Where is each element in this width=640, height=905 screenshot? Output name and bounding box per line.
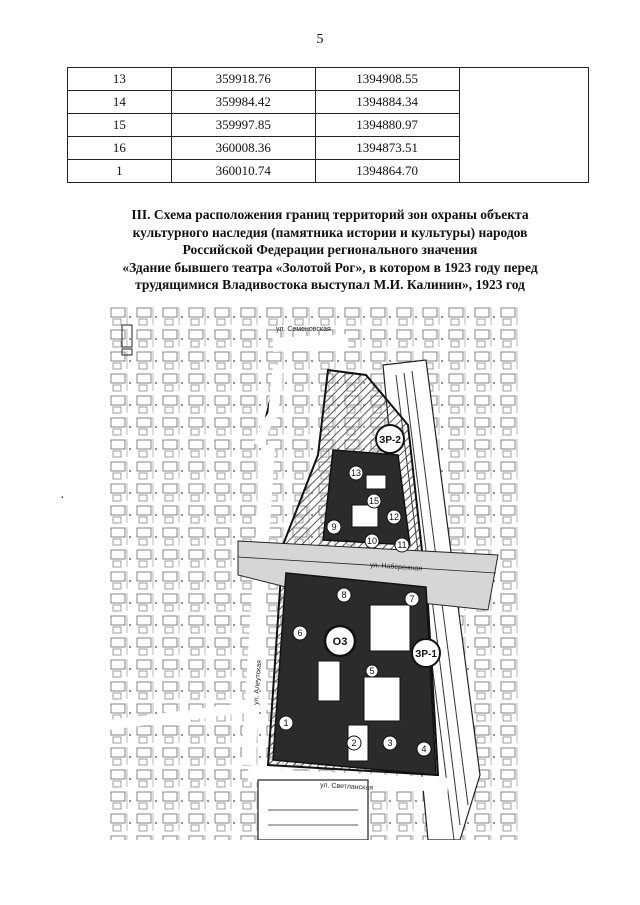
street-label-aleutskaya: ул. Алеутская <box>253 659 264 706</box>
zone-zr1-label <box>412 639 440 667</box>
parcel-12 <box>387 510 401 524</box>
coord-y: 1394864.70 <box>315 160 459 183</box>
coord-x: 360008.36 <box>171 137 315 160</box>
title-line: трудящимися Владивостока выступал М.И. Калинин», 1923 год <box>135 277 525 292</box>
parcel-11 <box>395 538 409 552</box>
point-number: 13 <box>68 68 172 91</box>
coord-x: 359984.42 <box>171 91 315 114</box>
zone-label: О3 <box>332 636 348 648</box>
parcel-number: 11 <box>397 540 407 550</box>
parcel-4 <box>417 742 431 756</box>
parcel-number: 1 <box>283 718 289 728</box>
point-number: 1 <box>68 160 172 183</box>
parcel-number: 2 <box>351 738 357 748</box>
page-number: 5 <box>316 32 324 47</box>
coord-y: 1394884.34 <box>315 91 459 114</box>
parcel-3 <box>383 736 397 750</box>
parcel-15 <box>367 494 381 508</box>
title-line: «Здание бывшего театра «Золотой Рог», в котором в 1923 году перед <box>122 259 538 275</box>
parcel-number: 13 <box>350 468 362 478</box>
parcel-number: 10 <box>366 536 378 546</box>
zone-o3-label <box>325 626 355 656</box>
title-line: Российской Федерации регионального значения <box>182 242 478 257</box>
parcel-1 <box>279 716 293 730</box>
parcel-number: 3 <box>387 738 393 748</box>
parcel-7 <box>405 592 419 606</box>
coord-x: 360010.74 <box>171 160 315 183</box>
table-row <box>68 68 589 91</box>
street-label-cross: ул. Набережная <box>369 562 423 573</box>
title-line: III. Схема расположения границ территорий зон охраны объекта <box>131 207 529 222</box>
street-label-top: ул. Семеновская <box>276 326 331 333</box>
zone-map <box>108 305 518 840</box>
point-number: 16 <box>68 137 172 160</box>
street-label-bottom: ул. Светланская <box>319 782 374 792</box>
parcel-9 <box>327 520 341 534</box>
parcel-number: 8 <box>341 590 347 600</box>
coord-y: 1394880.97 <box>315 114 459 137</box>
stray-mark: · <box>60 491 65 506</box>
parcel-2 <box>347 736 361 750</box>
parcel-6 <box>293 626 307 640</box>
zone-label: ЗР-2 <box>379 435 401 446</box>
parcel-number: 7 <box>409 594 415 604</box>
parcel-13 <box>349 466 363 480</box>
empty-cell <box>459 68 588 183</box>
parcel-10 <box>365 534 379 548</box>
section-title <box>80 206 580 294</box>
zone-zr2-label <box>376 425 404 453</box>
title-line: культурного наследия (памятника истории и культуры) народов <box>132 224 528 240</box>
parcel-number: 4 <box>421 744 427 754</box>
coordinates-table <box>67 67 589 183</box>
parcel-number: 9 <box>331 522 337 532</box>
coord-x: 359997.85 <box>171 114 315 137</box>
point-number: 14 <box>68 91 172 114</box>
parcel-5 <box>366 665 378 677</box>
parcel-number: 12 <box>388 512 400 522</box>
parcel-number: 5 <box>369 666 375 676</box>
point-number: 15 <box>68 114 172 137</box>
coord-y: 1394908.55 <box>315 68 459 91</box>
map-svg <box>108 305 518 840</box>
zone-label: ЗР-1 <box>415 649 437 660</box>
coord-y: 1394873.51 <box>315 137 459 160</box>
parcel-number: 6 <box>297 628 303 638</box>
parcel-number: 15 <box>368 496 380 506</box>
parcel-8 <box>337 588 351 602</box>
coord-x: 359918.76 <box>171 68 315 91</box>
